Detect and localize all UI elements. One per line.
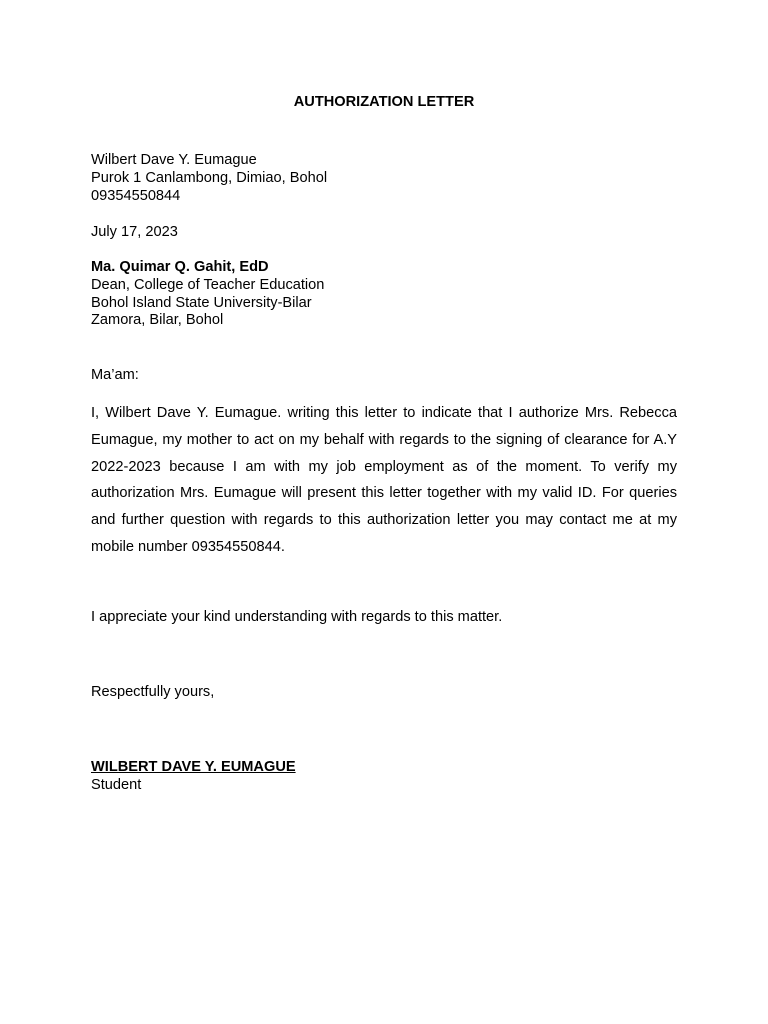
recipient-name: Ma. Quimar Q. Gahit, EdD <box>91 259 269 275</box>
recipient-block <box>91 259 677 330</box>
closing-text: Respectfully yours, <box>91 684 215 700</box>
sender-block <box>91 152 677 205</box>
appreciation-block <box>91 609 677 627</box>
sender-address: Purok 1 Canlambong, Dimiao, Bohol <box>91 169 328 186</box>
signature-role: Student <box>91 776 142 793</box>
salutation-block <box>91 367 677 385</box>
closing-block <box>91 684 677 702</box>
appreciation-text: I appreciate your kind understanding with regards to this matter. <box>91 609 503 625</box>
salutation: Ma’am: <box>91 367 139 383</box>
sender-phone: 09354550844 <box>91 187 181 204</box>
letter-title: AUTHORIZATION LETTER <box>293 94 475 110</box>
recipient-institution: Bohol Island State University-Bilar <box>91 294 312 311</box>
recipient-address: Zamora, Bilar, Bohol <box>91 312 224 329</box>
signature-block <box>91 759 677 795</box>
letter-date: July 17, 2023 <box>91 224 178 240</box>
letter-body-paragraph: I, Wilbert Dave Y. Eumague. writing this letter to indicate that I authorize Mrs. Rebecca Eumague, my mother to act on my behalf with regards to the signing of clearance for A.Y 2022-2023 because I am with my job employment as of the moment. To verify my authorization Mrs. Eumague will present this letter together with my valid ID. For queries and further question with regards to this authorization letter you may contact me at my mobile number 09354550844. <box>91 405 677 555</box>
signature-name: WILBERT DAVE Y. EUMAGUE <box>91 759 296 775</box>
letter-date-block <box>91 224 677 242</box>
sender-name: Wilbert Dave Y. Eumague <box>91 152 257 168</box>
recipient-position: Dean, College of Teacher Education <box>91 276 325 293</box>
